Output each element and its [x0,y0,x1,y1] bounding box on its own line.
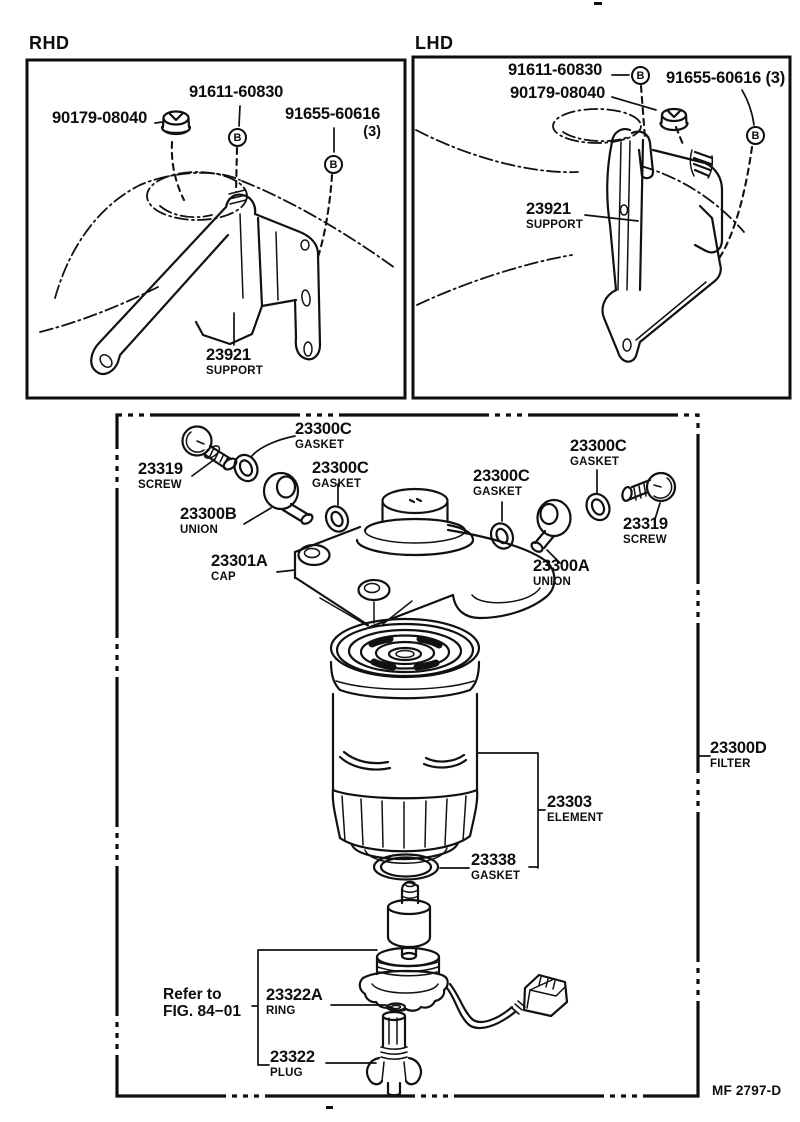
part-label-support-rhd: 23921 SUPPORT [206,346,263,377]
part-label-gasket-right: 23300C GASKET [570,437,627,468]
part-label-element: 23303 ELEMENT [547,793,604,824]
flange-nut-icon [162,112,190,135]
filter-cap-drawing [295,489,554,627]
rhd-bracket-drawing [40,106,395,374]
flange-nut-icon [661,109,688,130]
part-label-screw3-rhd: 91655-60616 (3) [285,105,381,140]
part-label-screw-right: 23319 SCREW [623,515,668,546]
filter-canister-drawing [331,619,479,863]
callout-b-icon: B [324,155,343,174]
part-label-cap: 23301A CAP [211,552,268,583]
part-label-screw-left: 23319 SCREW [138,460,183,491]
callout-b-icon: B [746,126,765,145]
part-label-support-lhd: 23921 SUPPORT [526,200,583,231]
part-label-bolt-lhd: 91611-60830 [508,61,603,79]
gasket-icon [230,451,261,485]
lhd-bracket-drawing [416,75,754,362]
bleed-screw-left-icon [183,427,239,472]
part-label-bolt-rhd: 91611-60830 [189,83,284,101]
part-label-nut-rhd: 90179-08040 [52,109,148,127]
rhd-panel-title: RHD [29,33,70,53]
sensor-assembly-drawing [360,882,448,1011]
bleed-screw-right-icon [621,473,675,502]
callout-b-icon: B [228,128,247,147]
wire-connector-drawing [447,975,567,1028]
union-b-icon [264,473,314,526]
part-label-gasket-bottom: 23338 GASKET [471,851,521,882]
part-label-filter: 23300D FILTER [710,739,767,770]
part-label-plug: 23322 PLUG [270,1048,315,1079]
callout-b-icon: B [631,66,650,85]
part-label-screw3-lhd: 91655-60616 (3) [666,69,786,87]
part-label-nut-lhd: 90179-08040 [510,84,606,102]
part-label-gasket-center: 23300C GASKET [473,467,530,498]
refer-note: Refer to FIG. 84−01 [163,986,241,1021]
bottom-gasket-icon [374,855,438,880]
gasket-icon [322,503,352,535]
part-label-gasket-left: 23300C GASKET [312,459,369,490]
part-label-union-b: 23300B UNION [180,505,237,536]
drain-plug-icon [367,1012,421,1095]
lhd-panel-title: LHD [415,33,454,53]
figure-code: MF 2797-D [712,1083,782,1098]
gasket-icon [487,520,517,552]
part-label-ring: 23322A RING [266,986,323,1017]
part-label-union-a: 23300A UNION [533,557,590,588]
union-a-icon [530,500,571,554]
part-label-gasket-top-left: 23300C GASKET [295,420,352,451]
gasket-icon [582,490,613,524]
